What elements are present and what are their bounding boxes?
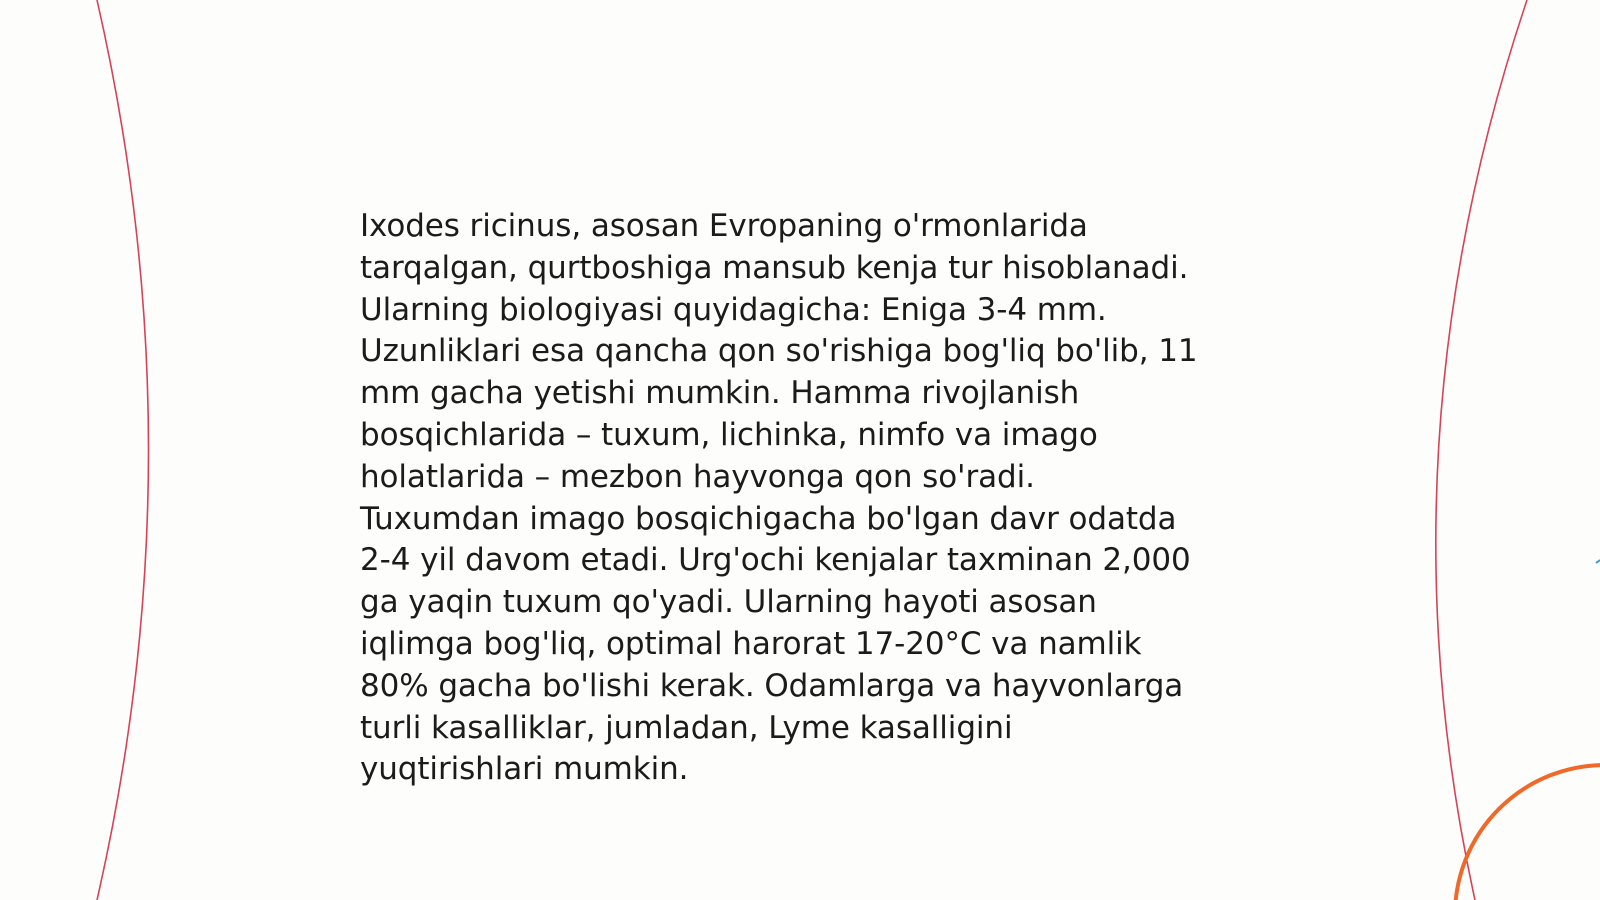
paragraph-line: Tuxumdan imago bosqichigacha bo'lgan davr odatda [360,500,1177,537]
paragraph-line: turli kasalliklar, jumladan, Lyme kasalligini [360,709,1013,746]
paragraph-line: Ularning biologiyasi quyidagicha: Eniga 3-4 mm. [360,291,1107,328]
paragraph-line: iqlimga bog'liq, optimal harorat 17-20°C va namlik [360,625,1142,662]
paragraph-line: holatlarida – mezbon hayvonga qon so'radi. [360,458,1035,495]
paragraph-line: bosqichlarida – tuxum, lichinka, nimfo va imago [360,416,1098,453]
blue-accent-mark [1596,560,1600,563]
left-curve-line [97,0,149,900]
orange-arc [1455,765,1600,900]
paragraph-line: ga yaqin tuxum qo'yadi. Ularning hayoti asosan [360,584,1097,621]
paragraph-line: yuqtirishlari mumkin. [360,751,689,788]
right-curve-line [1436,0,1527,900]
body-paragraph [360,206,1260,791]
paragraph-line: 80% gacha bo'lishi kerak. Odamlarga va hayvonlarga [360,667,1184,704]
paragraph-line: 2-4 yil davom etadi. Urg'ochi kenjalar taxminan 2,000 [360,542,1191,579]
paragraph-line: tarqalgan, qurtboshiga mansub kenja tur hisoblanadi. [360,249,1189,286]
paragraph-line: Ixodes ricinus, asosan Evropaning o'rmonlarida [360,208,1088,244]
paragraph-line: Uzunliklari esa qancha qon so'rishiga bog'liq bo'lib, 11 [360,333,1198,370]
paragraph-line: mm gacha yetishi mumkin. Hamma rivojlanish [360,375,1080,412]
